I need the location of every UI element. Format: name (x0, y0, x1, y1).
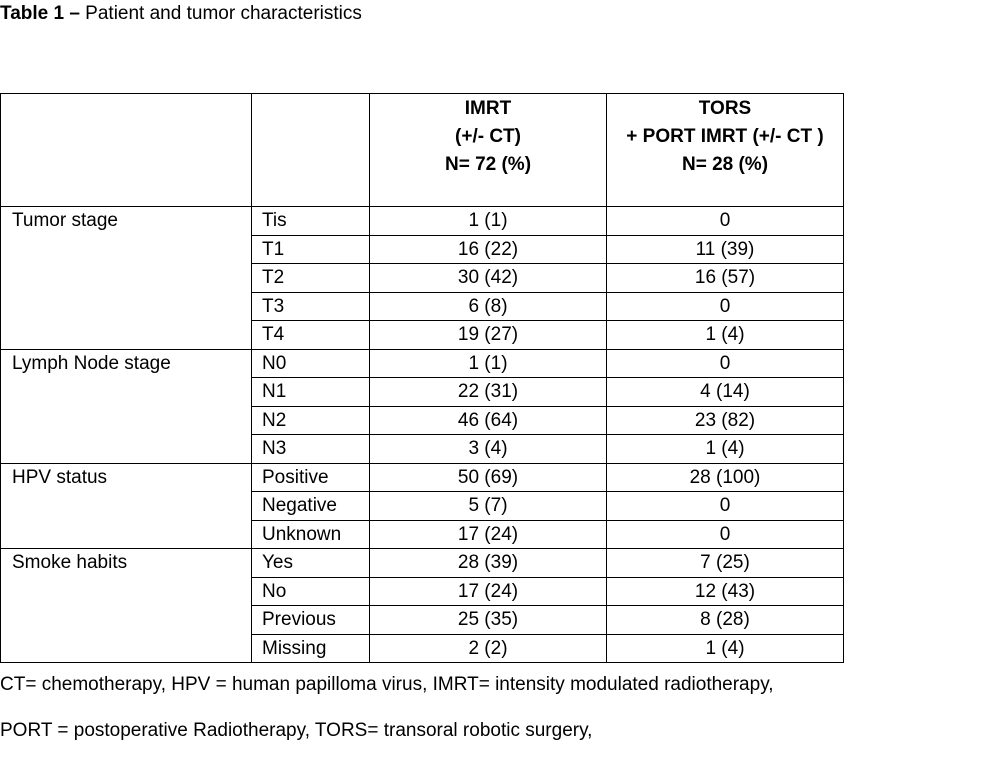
header-tors-line-1: TORS (698, 98, 752, 119)
table-title-text: Patient and tumor characteristics (79, 3, 362, 24)
tors-value-cell: 0 (607, 492, 844, 521)
imrt-value-cell: 22 (31) (370, 378, 607, 407)
imrt-value-cell: 5 (7) (370, 492, 607, 521)
category-cell: N2 (252, 406, 370, 435)
category-cell: N1 (252, 378, 370, 407)
header-empty-1 (1, 94, 252, 207)
category-cell: No (252, 577, 370, 606)
tors-value-cell: 23 (82) (607, 406, 844, 435)
header-tors (607, 94, 844, 207)
footnote-abbreviations-1: CT= chemotherapy, HPV = human papilloma virus, IMRT= intensity modulated radiotherapy, (0, 674, 774, 695)
imrt-value-cell: 1 (1) (370, 349, 607, 378)
header-imrt-line-3: N= 72 (%) (444, 154, 532, 175)
category-cell: Unknown (252, 520, 370, 549)
table-body (1, 207, 844, 663)
imrt-value-cell: 6 (8) (370, 292, 607, 321)
imrt-value-cell: 17 (24) (370, 577, 607, 606)
header-imrt-line-2: (+/- CT) (455, 126, 521, 147)
category-cell: Negative (252, 492, 370, 521)
imrt-value-cell: 50 (69) (370, 463, 607, 492)
imrt-value-cell: 28 (39) (370, 549, 607, 578)
tors-value-cell: 28 (100) (607, 463, 844, 492)
group-label: HPV status (1, 463, 252, 549)
footnote-abbreviations-2: PORT = postoperative Radiotherapy, TORS= transoral robotic surgery, (0, 720, 593, 741)
tors-value-cell: 12 (43) (607, 577, 844, 606)
tors-value-cell: 16 (57) (607, 264, 844, 293)
header-imrt-line-1: IMRT (464, 98, 512, 119)
table-row (1, 549, 844, 578)
tors-value-cell: 7 (25) (607, 549, 844, 578)
tors-value-cell: 4 (14) (607, 378, 844, 407)
table-header-row (1, 94, 844, 207)
tors-value-cell: 1 (4) (607, 435, 844, 464)
category-cell: Tis (252, 207, 370, 236)
tors-value-cell: 8 (28) (607, 606, 844, 635)
imrt-value-cell: 2 (2) (370, 634, 607, 663)
category-cell: T4 (252, 321, 370, 350)
tors-value-cell: 11 (39) (607, 235, 844, 264)
category-cell: Positive (252, 463, 370, 492)
tors-value-cell: 0 (607, 520, 844, 549)
imrt-value-cell: 19 (27) (370, 321, 607, 350)
imrt-value-cell: 16 (22) (370, 235, 607, 264)
group-label: Tumor stage (1, 207, 252, 350)
tors-value-cell: 0 (607, 207, 844, 236)
imrt-value-cell: 1 (1) (370, 207, 607, 236)
table-title (0, 3, 362, 25)
imrt-value-cell: 30 (42) (370, 264, 607, 293)
tors-value-cell: 0 (607, 292, 844, 321)
header-tors-line-2: + PORT IMRT (+/- CT ) (626, 126, 824, 147)
header-tors-line-3: N= 28 (%) (681, 154, 769, 175)
category-cell: T1 (252, 235, 370, 264)
category-cell: T2 (252, 264, 370, 293)
group-label: Smoke habits (1, 549, 252, 663)
tors-value-cell: 1 (4) (607, 321, 844, 350)
group-label: Lymph Node stage (1, 349, 252, 463)
category-cell: T3 (252, 292, 370, 321)
imrt-value-cell: 17 (24) (370, 520, 607, 549)
table-row (1, 463, 844, 492)
tors-value-cell: 0 (607, 349, 844, 378)
tors-value-cell: 1 (4) (607, 634, 844, 663)
imrt-value-cell: 46 (64) (370, 406, 607, 435)
category-cell: Missing (252, 634, 370, 663)
characteristics-table (0, 93, 844, 663)
category-cell: N0 (252, 349, 370, 378)
imrt-value-cell: 3 (4) (370, 435, 607, 464)
header-imrt (370, 94, 607, 207)
header-empty-2 (252, 94, 370, 207)
table-row (1, 349, 844, 378)
category-cell: Previous (252, 606, 370, 635)
category-cell: N3 (252, 435, 370, 464)
imrt-value-cell: 25 (35) (370, 606, 607, 635)
table-row (1, 207, 844, 236)
category-cell: Yes (252, 549, 370, 578)
table-title-number: Table 1 – (0, 3, 80, 24)
